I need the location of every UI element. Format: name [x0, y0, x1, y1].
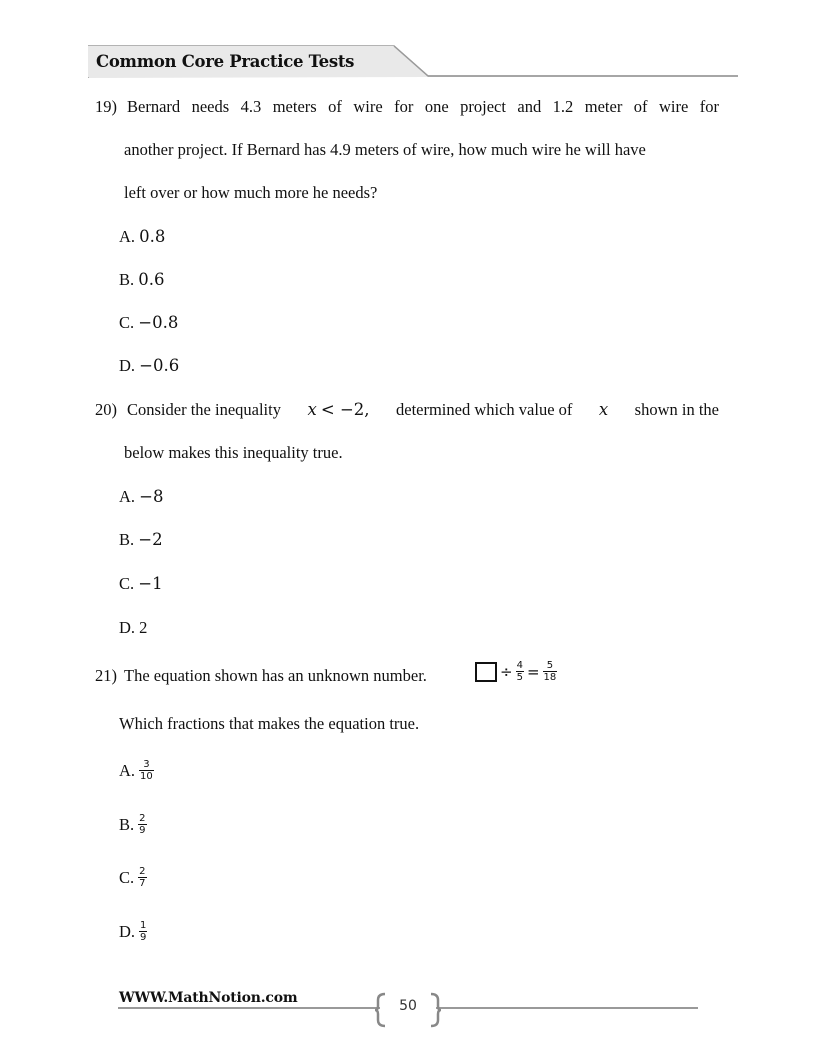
question-21-number: 21) — [95, 666, 117, 685]
question-19-option-c[interactable] — [119, 313, 178, 333]
numerator: 2 — [139, 866, 146, 877]
question-20-option-a[interactable] — [119, 487, 164, 507]
q20-variable: x — [307, 400, 317, 419]
option-fraction — [138, 866, 146, 889]
denominator: 10 — [140, 771, 153, 782]
question-20-line-1 — [127, 400, 719, 420]
option-letter: B. — [119, 530, 135, 549]
equals-sign: = — [526, 662, 540, 681]
option-letter: B. — [119, 814, 135, 834]
numerator: 2 — [139, 813, 146, 824]
option-letter: D. — [119, 356, 136, 375]
question-20-option-b[interactable] — [119, 530, 163, 550]
denominator: 9 — [139, 825, 146, 836]
question-21-option-a[interactable] — [119, 759, 154, 782]
q20-variable-2: x — [598, 400, 609, 419]
fraction-four-fifths — [516, 660, 524, 683]
option-letter: C. — [119, 574, 135, 593]
option-fraction — [139, 759, 154, 782]
question-21-line-2: Which fractions that makes the equation true. — [119, 714, 420, 733]
option-value: −1 — [138, 574, 163, 593]
q20-text-b: determined which value of — [396, 400, 573, 419]
denominator: 5 — [516, 672, 523, 683]
question-21-option-c[interactable] — [119, 866, 147, 889]
q20-text-c: shown in the — [634, 400, 719, 419]
numerator: 4 — [516, 660, 523, 671]
numerator: 1 — [140, 920, 147, 931]
q20-text-a: Consider the inequality — [127, 400, 281, 419]
option-fraction — [139, 920, 147, 943]
question-20-option-d[interactable] — [119, 618, 147, 638]
option-letter: D. — [119, 618, 136, 637]
numerator: 3 — [143, 759, 150, 770]
question-19-option-d[interactable] — [119, 356, 179, 376]
question-19-line-3: left over or how much more he needs? — [124, 183, 378, 202]
question-21-option-d[interactable] — [119, 920, 147, 943]
question-20-number: 20) — [95, 400, 117, 419]
question-19-number: 19) — [95, 97, 117, 116]
question-20-line-2: below makes this inequality true. — [124, 443, 343, 462]
question-21-option-b[interactable] — [119, 813, 147, 836]
question-21-equation — [475, 660, 557, 683]
question-21-line-1: The equation shown has an unknown number. — [124, 666, 427, 685]
question-19-option-b[interactable] — [119, 270, 165, 290]
denominator: 7 — [139, 878, 146, 889]
option-letter: A. — [119, 227, 136, 246]
question-20-option-c[interactable] — [119, 574, 163, 594]
question-19-line-1: Bernard needs 4.3 meters of wire for one project and 1.2 meter of wire for — [127, 97, 719, 116]
option-value: −0.6 — [139, 356, 180, 375]
option-value: 0.6 — [138, 270, 165, 289]
option-letter: C. — [119, 867, 135, 887]
question-19-line-2: another project. If Bernard has 4.9 meters of wire, how much wire he will have — [124, 140, 646, 159]
option-fraction — [138, 813, 146, 836]
header-title: Common Core Practice Tests — [96, 52, 355, 71]
footer-url: WWW.MathNotion.com — [119, 990, 298, 1006]
option-letter: C. — [119, 313, 135, 332]
option-value: 2 — [139, 618, 148, 637]
right-bracket-icon — [428, 992, 442, 1028]
divide-sign: ÷ — [500, 662, 513, 681]
denominator: 9 — [140, 932, 147, 943]
unknown-number-box — [475, 662, 497, 682]
footer-rule-left — [118, 1007, 380, 1009]
option-value: −2 — [138, 530, 163, 549]
option-letter: B. — [119, 270, 135, 289]
option-letter: D. — [119, 921, 136, 941]
option-letter: A. — [119, 760, 136, 780]
footer-rule-right — [436, 1007, 698, 1009]
option-value: 0.8 — [139, 227, 166, 246]
denominator: 18 — [543, 672, 557, 683]
page-number: 50 — [399, 998, 417, 1014]
numerator: 5 — [546, 660, 554, 671]
option-value: −0.8 — [138, 313, 179, 332]
option-value: −8 — [139, 487, 164, 506]
option-letter: A. — [119, 487, 136, 506]
q20-inequality: < −2, — [320, 400, 370, 419]
fraction-five-eighteenths — [543, 660, 558, 683]
question-19-option-a[interactable] — [119, 227, 165, 247]
